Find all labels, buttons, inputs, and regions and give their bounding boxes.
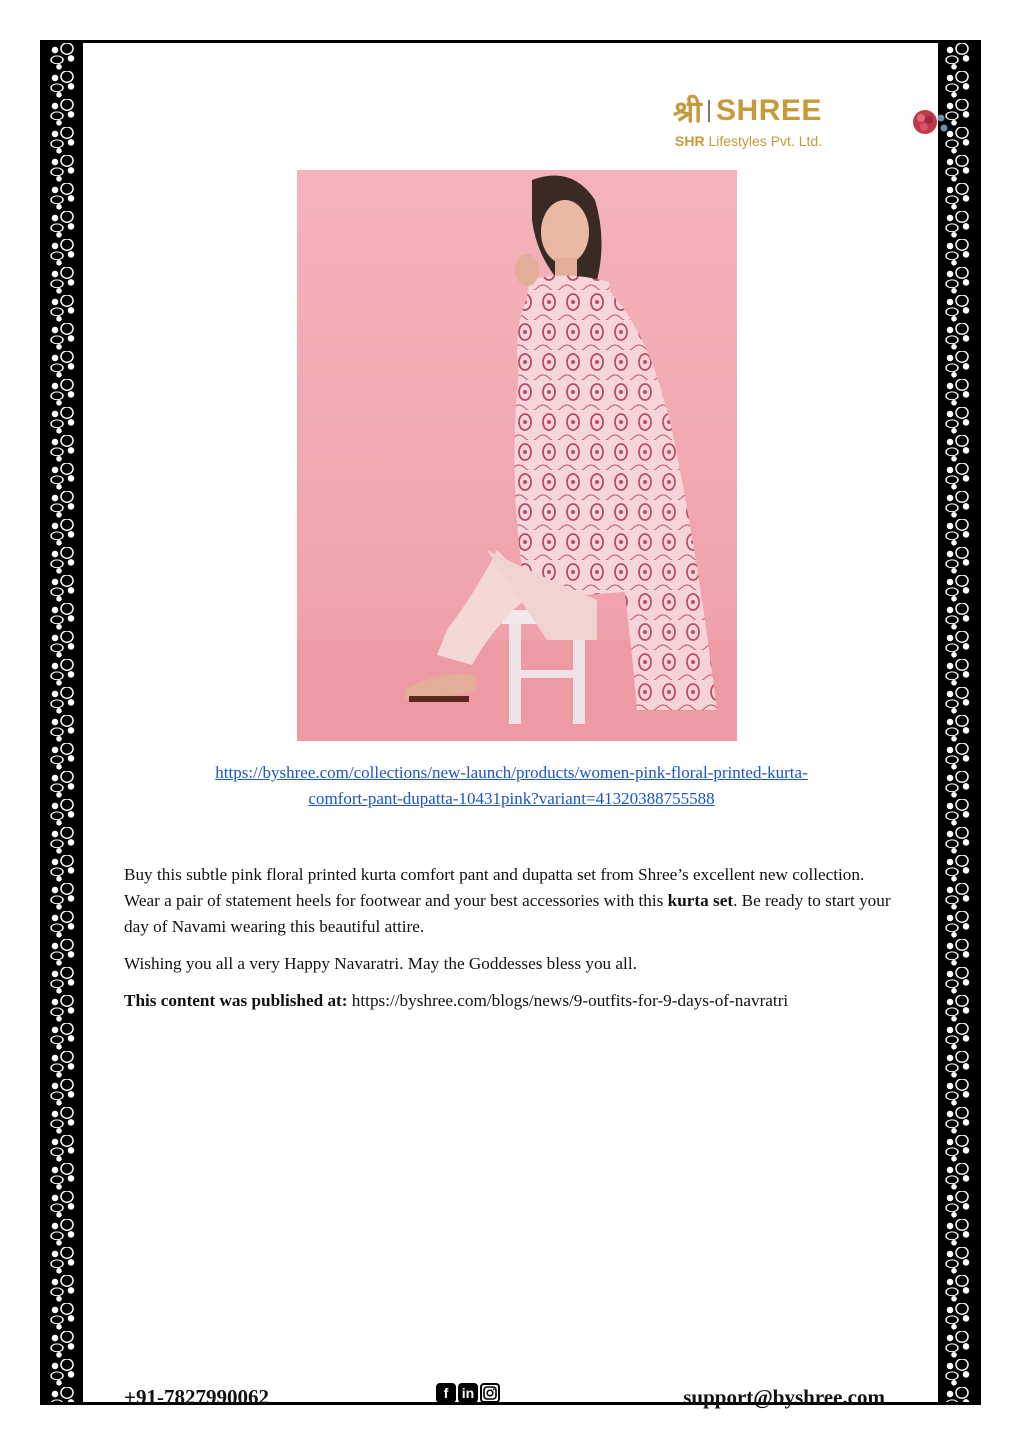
shree-logo bbox=[673, 90, 903, 154]
greeting-paragraph: Wishing you all a very Happy Navaratri. May the Goddesses bless you all. bbox=[124, 954, 637, 973]
product-url-line-1[interactable]: https://byshree.com/collections/new-launch/products/women-pink-floral-printed-kurta- bbox=[215, 763, 808, 782]
logo-hindi-text: श्री bbox=[673, 95, 703, 130]
social-icons bbox=[436, 1383, 500, 1403]
product-url-link[interactable] bbox=[100, 760, 923, 812]
instagram-icon[interactable] bbox=[480, 1383, 500, 1403]
logo-brand-text: SHREE bbox=[716, 93, 822, 127]
logo-company-name: SHR Lifestyles Pvt. Ltd. bbox=[675, 133, 823, 149]
model-in-pink-kurta-set-illustration bbox=[297, 170, 737, 741]
published-at-paragraph bbox=[124, 988, 904, 1014]
product-url-line-2[interactable]: comfort-pant-dupatta-10431pink?variant=41320388755588 bbox=[308, 789, 715, 808]
rose-emblem-icon bbox=[911, 108, 951, 138]
published-label: This content was published at: bbox=[124, 991, 348, 1010]
published-url: https://byshree.com/blogs/news/9-outfits-for-9-days-of-navratri bbox=[347, 991, 789, 1010]
kurta-set-keyword: kurta set bbox=[667, 891, 734, 910]
facebook-icon[interactable]: f bbox=[436, 1383, 456, 1403]
product-photo bbox=[297, 170, 737, 741]
article-body bbox=[124, 862, 904, 1025]
decorative-floral-border-right bbox=[938, 43, 978, 1402]
support-email[interactable]: support@byshree.com bbox=[683, 1385, 885, 1409]
decorative-floral-border-left bbox=[43, 43, 83, 1402]
description-paragraph: Buy this subtle pink floral printed kurta comfort pant and dupatta set from Shree’s excellent new collection. Wear a pair of statement heels for footwear and your best accessories with this kurta set. Be ready to start your day of Navami wearing this beautiful attire. bbox=[124, 865, 891, 936]
linkedin-icon[interactable]: in bbox=[458, 1383, 478, 1403]
phone-number[interactable]: +91-7827990062 bbox=[124, 1385, 269, 1409]
logo-divider bbox=[708, 100, 710, 122]
